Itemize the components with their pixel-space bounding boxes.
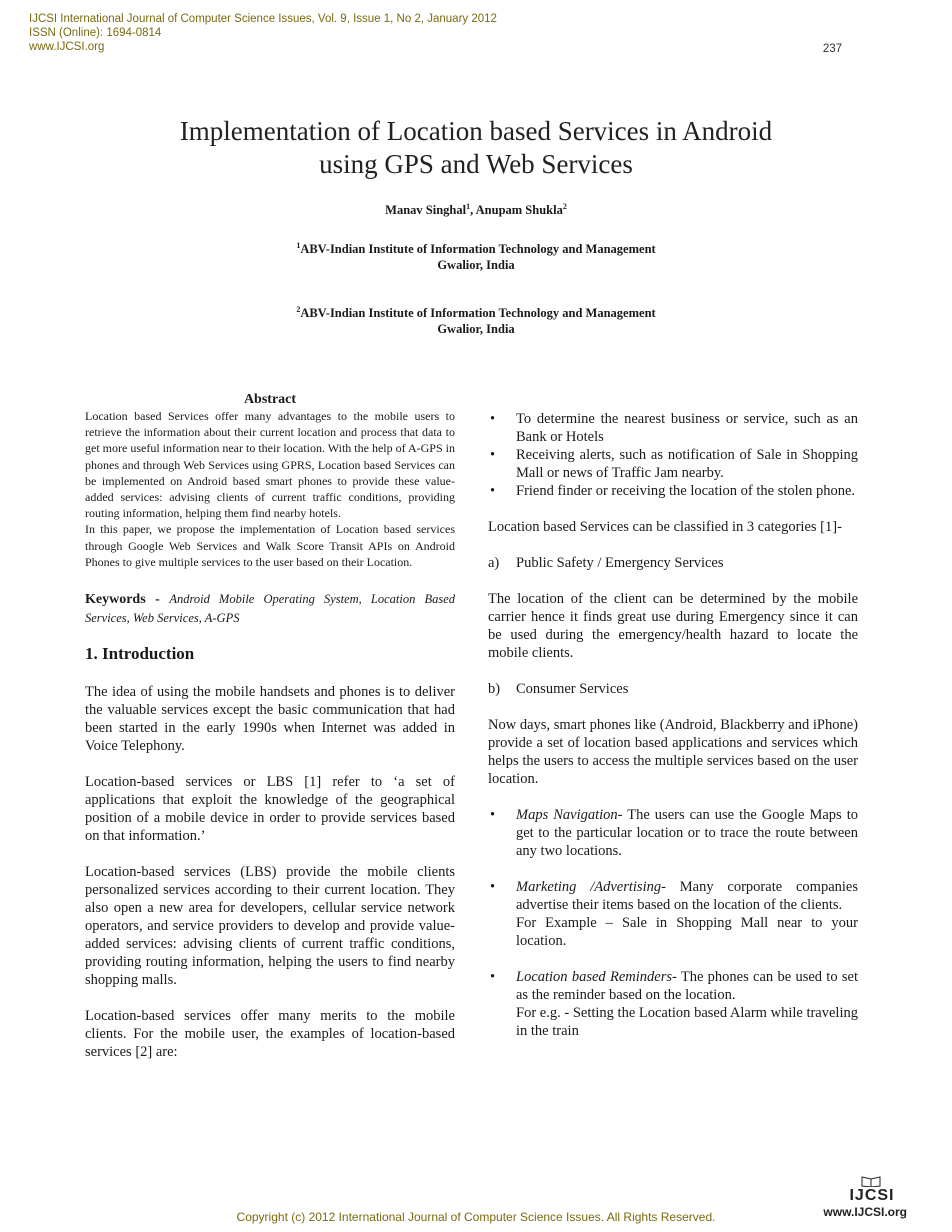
marketing-list xyxy=(488,878,858,950)
bullet-icon: • xyxy=(490,483,496,499)
affiliation-2-city: Gwalior, India xyxy=(437,322,515,336)
left-column xyxy=(85,392,455,1061)
keywords-text: Android Mobile Operating System, Location Based Services, Web Services, A-GPS xyxy=(85,592,456,626)
bullet-icon: • xyxy=(490,879,496,895)
copyright-footer: Copyright (c) 2012 International Journal of Computer Science Issues. All Rights Reserved. xyxy=(236,1210,716,1224)
list-item-text: To determine the nearest business or service, such as an Bank or Hotels xyxy=(516,411,858,445)
issn-line: ISSN (Online): 1694-0814 xyxy=(29,27,162,39)
intro-paragraph-1: The idea of using the mobile handsets and phones is to deliver the valuable services except the basic communication that had been started in the early 1990s when Internet was added in Voice Telephony. xyxy=(85,684,455,755)
author-1-sup: 1 xyxy=(466,201,471,211)
abstract-paragraph-2: In this paper, we propose the implementation of Location based services through Google Web Services and Walk Score Transit APIs on Android Phones to give multiple services to the user based on their Location. xyxy=(85,522,455,569)
list-item xyxy=(488,968,858,1040)
category-a xyxy=(488,554,858,572)
category-a-paragraph: The location of the client can be determined by the mobile carrier hence it finds great use during Emergency since it can be used during the emergency/health hazard to locate the mobile clients. xyxy=(488,591,858,661)
reminders-list xyxy=(488,968,858,1040)
abstract-heading: Abstract xyxy=(243,392,297,407)
maps-navigation-text: - The users can use the Google Maps to get to the particular location or to trace the route between any two locations. xyxy=(516,807,858,859)
consumer-services-list xyxy=(488,806,858,860)
book-icon xyxy=(861,1175,881,1187)
bullet-icon: • xyxy=(490,411,496,427)
logo-site[interactable]: www.IJCSI.org xyxy=(823,1205,907,1219)
bullet-icon: • xyxy=(490,447,496,463)
author-list xyxy=(0,203,952,218)
section-heading-introduction: 1. Introduction xyxy=(85,644,195,664)
journal-line: IJCSI International Journal of Computer Science Issues, Vol. 9, Issue 1, No 2, January 2012 xyxy=(29,13,497,25)
affiliation-2 xyxy=(0,305,952,337)
category-a-title: Public Safety / Emergency Services xyxy=(516,555,724,571)
author-separator: , xyxy=(470,203,476,217)
category-b xyxy=(488,680,858,698)
bullet-icon: • xyxy=(490,969,496,985)
category-b-paragraph: Now days, smart phones like (Android, Blackberry and iPhone) provide a set of location based applications and services which helps the users to access the multiple services based on the user location. xyxy=(488,717,858,787)
affiliation-2-institute: ABV-Indian Institute of Information Technology and Management xyxy=(300,306,656,320)
maps-navigation-title: Maps Navigation xyxy=(516,807,618,823)
title-line-2: using GPS and Web Services xyxy=(319,149,633,179)
intro-paragraph-3: Location-based services (LBS) provide the mobile clients personalized services according to their current location. They also open a new area for developers, cellular service network operators, and service providers to develop and provide value-added services: advising clients of current traffic conditions, providing routing information, helping the users to find nearby shopping malls. xyxy=(85,864,455,989)
affiliation-1-sup: 1 xyxy=(296,240,301,250)
running-header xyxy=(29,12,497,54)
marketing-example: For Example – Sale in Shopping Mall near to your location. xyxy=(516,915,858,949)
lbs-examples-list xyxy=(488,410,858,500)
affiliation-2-sup: 2 xyxy=(296,304,301,314)
author-1: Manav Singhal xyxy=(385,203,467,217)
journal-url[interactable]: www.IJCSI.org xyxy=(29,41,105,53)
keywords xyxy=(85,590,455,627)
category-b-label: b) xyxy=(488,681,501,697)
page-number: 237 xyxy=(822,43,842,55)
bullet-icon: • xyxy=(490,807,496,823)
list-item xyxy=(488,446,858,482)
list-item xyxy=(488,806,858,860)
right-column xyxy=(488,410,858,1040)
title-line-1: Implementation of Location based Services in Android xyxy=(179,116,773,146)
abstract-paragraph-1: Location based Services offer many advantages to the mobile users to retrieve the information about their current location and process that data to get more useful information near to their location. With the help of A-GPS in phones and through Web Services using GPRS, Location based Services can be implemented on Android based smart phones to provide these value-added services: advising clients of current traffic conditions, providing routing information, helping them find nearby hotels. xyxy=(85,409,455,521)
logo-text: IJCSI xyxy=(849,1187,895,1204)
affiliation-1-city: Gwalior, India xyxy=(437,258,515,272)
marketing-text: - Many corporate companies advertise their items based on the location of the clients. xyxy=(516,879,858,913)
reminders-example: For e.g. - Setting the Location based Alarm while traveling in the train xyxy=(516,1005,858,1039)
list-item-text: Friend finder or receiving the location of the stolen phone. xyxy=(516,483,856,499)
marketing-title: Marketing /Advertising xyxy=(516,879,662,895)
list-item xyxy=(488,878,858,950)
intro-paragraph-4: Location-based services offer many merits to the mobile clients. For the mobile user, the examples of location-based services [2] are: xyxy=(85,1008,455,1061)
category-b-title: Consumer Services xyxy=(516,681,629,697)
list-item-text: Receiving alerts, such as notification of Sale in Shopping Mall or news of Traffic Jam nearby. xyxy=(516,447,858,481)
author-2: Anupam Shukla xyxy=(475,203,563,217)
keywords-label: Keywords - xyxy=(85,592,170,608)
classification-paragraph: Location based Services can be classified in 3 categories [1]- xyxy=(488,519,842,535)
list-item xyxy=(488,410,858,446)
affiliation-1-institute: ABV-Indian Institute of Information Technology and Management xyxy=(300,242,656,256)
affiliation-1 xyxy=(0,241,952,273)
reminders-title: Location based Reminders xyxy=(516,969,672,985)
author-2-sup: 2 xyxy=(562,201,567,211)
category-a-label: a) xyxy=(488,555,500,571)
reminders-text: - The phones can be used to set as the reminder based on the location. xyxy=(516,969,858,1003)
list-item xyxy=(488,482,858,500)
intro-paragraph-2: Location-based services or LBS [1] refer to ‘a set of applications that exploit the knowledge of the geographical position of a mobile device in order to provide services based on that information.’ xyxy=(85,774,455,845)
paper-title xyxy=(60,115,892,181)
